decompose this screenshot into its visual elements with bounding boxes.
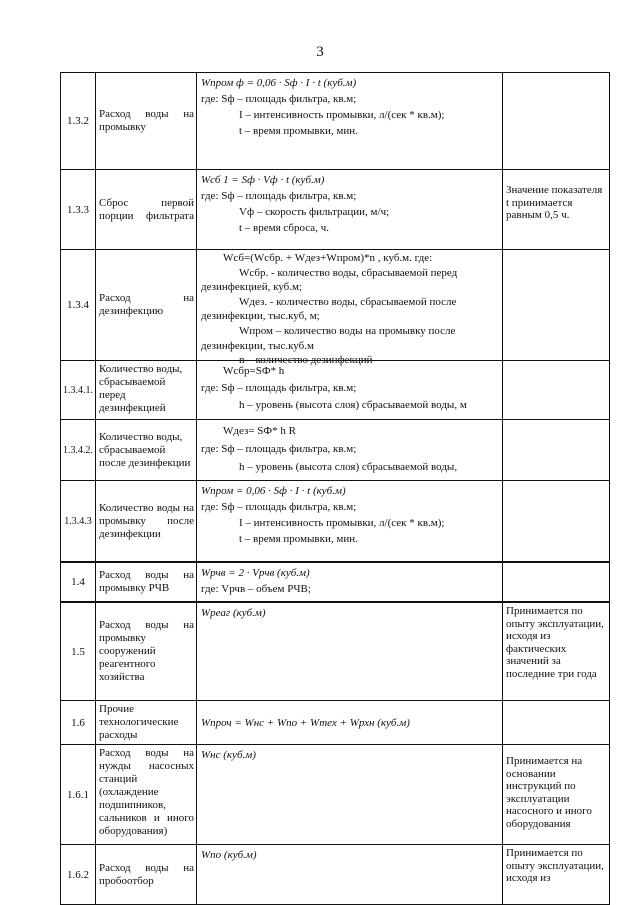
row-formula-cell [197, 745, 503, 844]
row-note: Принимается на основании инструкций по эксплуатации насосного и иного оборудования [506, 755, 592, 830]
table-row [60, 249, 610, 367]
formula-where: дезинфекции, тыс.куб.м [201, 339, 314, 352]
row-note [503, 563, 611, 601]
row-name: Количество воды, сбрасываемой после дезинфекции [99, 430, 191, 469]
row-note [503, 420, 611, 480]
row-formula-cell [197, 563, 503, 601]
row-name: Расход на дезинфекцию [99, 292, 194, 317]
row-formula-cell [197, 361, 503, 419]
row-number: 1.4 [61, 563, 96, 601]
row-formula: Wсб 1 = Sф · Vф · t (куб.м) [201, 174, 325, 186]
row-note: Принимается по опыту эксплуатации, исходя из [506, 847, 604, 884]
row-name: Расход воды на промывку РЧВ [99, 569, 194, 594]
row-formula: Wдез= SФ* h R [223, 425, 296, 437]
row-number: 1.3.4.2. [61, 420, 96, 480]
table-row [60, 700, 610, 744]
formula-where: дезинфекцией, куб.м; [201, 281, 303, 294]
row-note [503, 481, 611, 561]
row-name: Расход воды на промывку сооружений реагентного хозяйства [99, 619, 194, 683]
row-name: Прочие технологические расходы [99, 703, 179, 741]
row-note [503, 701, 611, 744]
row-formula-cell [197, 701, 503, 744]
row-note: Значение показателя t принимается равным 0,5 ч. [506, 184, 603, 221]
row-formula-cell [197, 420, 503, 480]
table-row [60, 72, 610, 169]
row-formula-cell [197, 481, 503, 561]
row-name: Расход воды на пробоотбор [99, 861, 194, 887]
formula-where: где: Sф – площадь фильтра, кв.м; [201, 443, 357, 455]
row-number: 1.3.4.3 [61, 481, 96, 561]
table-row [60, 744, 610, 844]
formula-where: t – время сброса, ч. [239, 222, 329, 234]
row-formula: Wсбр=SФ* h [223, 365, 285, 377]
row-formula: Wпо (куб.м) [201, 849, 257, 861]
row-formula: Wреаг (куб.м) [201, 607, 266, 619]
row-note [503, 250, 611, 360]
table-row [60, 844, 610, 905]
row-note [503, 73, 611, 169]
row-name: Расход воды на нужды насосных станций (охлаждение подшипников, сальников и иного оборудования) [99, 747, 194, 837]
row-name: Сброс первой порции фильтрата [99, 196, 194, 222]
formula-where: I – интенсивность промывки, л/(сек * кв.м); [239, 517, 445, 529]
formula-where: Wпром – количество воды на промывку после [239, 324, 456, 337]
table-row [60, 561, 610, 601]
row-formula-cell [197, 250, 503, 367]
formula-where: где: Sф – площадь фильтра, кв.м; [201, 382, 357, 394]
formula-where: где: Sф – площадь фильтра, кв.м; [201, 93, 357, 105]
table-row [60, 169, 610, 249]
row-formula: Wпром ф = 0,06 · Sф · I · t (куб.м) [201, 77, 357, 89]
row-formula: Wпроч = Wнс + Wпо + Wтех + Wрхн (куб.м) [201, 716, 410, 729]
row-name: Количество воды, сбрасываемой перед дезинфекцией [99, 363, 183, 414]
formula-where: t – время промывки, мин. [239, 533, 358, 545]
formula-where: h – уровень (высота слоя) сбрасываемой воды, м [239, 399, 467, 411]
formula-where: где: Sф – площадь фильтра, кв.м; [201, 190, 357, 202]
row-formula: Wпром = 0,06 · Sф · I · t (куб.м) [201, 485, 346, 497]
formula-where: h – уровень (высота слоя) сбрасываемой воды, [239, 461, 458, 473]
formula-where: t – время промывки, мин. [239, 125, 358, 137]
row-formula: Wсб=(Wсбр. + Wдез+Wпром)*n , куб.м. где: [223, 252, 433, 264]
table-row [60, 601, 610, 700]
formula-where: Wдез. - количество воды, сбрасываемой после [239, 295, 457, 308]
row-number: 1.3.3 [61, 170, 96, 249]
page-number: 3 [316, 44, 324, 60]
row-number: 1.3.2 [61, 73, 96, 169]
row-formula-cell [197, 845, 503, 904]
formula-where: дезинфекции, тыс.куб, м; [201, 310, 320, 323]
table-row [60, 360, 610, 419]
formula-where: Vф – скорость фильтрации, м/ч; [239, 206, 390, 218]
row-number: 1.3.4 [61, 250, 96, 360]
row-name: Количество воды на промывку после дезинфекции [99, 501, 194, 540]
formula-where: Wсбр. - количество воды, сбрасываемой перед [239, 266, 458, 279]
row-number: 1.3.4.1. [61, 361, 96, 419]
row-number: 1.6.1 [61, 745, 96, 844]
row-formula-cell [197, 73, 503, 169]
row-formula-cell [197, 603, 503, 700]
formula-where: где: Sф – площадь фильтра, кв.м; [201, 501, 357, 513]
row-formula: Wрчв = 2 · Vрчв (куб.м) [201, 567, 310, 579]
table-row [60, 480, 610, 561]
row-formula: Wнс (куб.м) [201, 749, 256, 761]
formula-where: где: Vрчв – объем РЧВ; [201, 583, 311, 595]
row-number: 1.6.2 [61, 845, 96, 904]
row-formula-cell [197, 170, 503, 249]
table-row [60, 419, 610, 480]
row-note [503, 361, 611, 419]
row-number: 1.5 [61, 603, 96, 700]
formula-where: I – интенсивность промывки, л/(сек * кв.м); [239, 109, 445, 121]
row-number: 1.6 [61, 701, 96, 744]
row-name: Расход воды на промывку [99, 108, 194, 133]
formula-where: n – количество дезинфекций [239, 354, 373, 367]
row-note: Принимается по опыту эксплуатации, исходя из фактических значений за последние три года [506, 605, 604, 680]
